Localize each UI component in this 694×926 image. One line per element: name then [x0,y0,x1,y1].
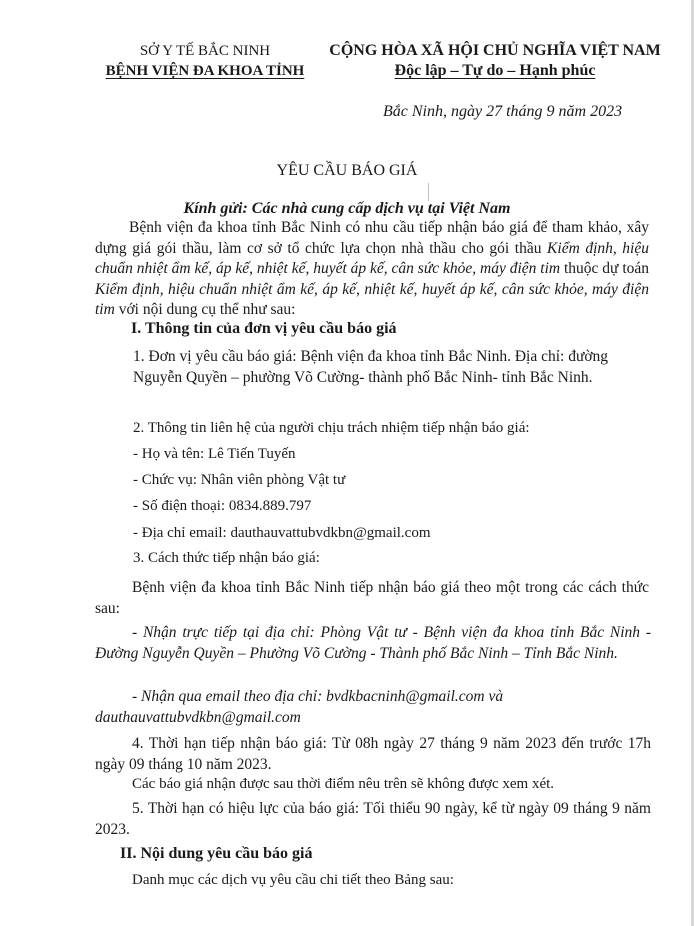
recipient-line: Kính gửi: Các nhà cung cấp dịch vụ tại Việt Nam [183,200,511,217]
intro-estimate-name: Kiểm định, hiệu chuẩn nhiệt ẩm kế, áp kế, nhiệt kế, huyết áp kế, cân sức khỏe, máy điện tim [95,280,649,318]
header-left-line2: BỆNH VIỆN ĐA KHOA TỈNH [105,63,305,79]
section1-heading: I. Thông tin của đơn vị yêu cầu báo giá [131,320,397,337]
contact-role: - Chức vụ: Nhân viên phòng Vật tư [133,472,346,488]
section2-heading: II. Nội dung yêu cầu báo giá [120,845,313,862]
receive-method-direct: - Nhận trực tiếp tại địa chỉ: Phòng Vật tư - Bệnh viện đa khoa tỉnh Bắc Ninh - Đường Nguyễn Quyền – Phường Võ Cường - Thành phố Bắc Ninh – Tỉnh Bắc Ninh. [95,624,651,662]
contact-email: - Địa chỉ email: dauthauvattubvdkbn@gmail.com [133,525,431,541]
section1-item1: 1. Đơn vị yêu cầu báo giá: Bệnh viện đa khoa tỉnh Bắc Ninh. Địa chỉ: đường Nguyễn Quyền – phường Võ Cường- thành phố Bắc Ninh- tỉnh Bắc Ninh. [133,348,609,386]
intro-paragraph [95,218,649,321]
header-right-line1: CỘNG HÒA XÃ HỘI CHỦ NGHĨA VIỆT NAM [329,42,661,59]
contact-phone: - Số điện thoại: 0834.889.797 [133,498,312,514]
section1-item3-desc: Bệnh viện đa khoa tỉnh Bắc Ninh tiếp nhận báo giá theo một trong các cách thức sau: [95,579,649,617]
intro-text-2: thuộc dự toán [560,260,650,277]
section1-item4-note: Các báo giá nhận được sau thời điểm nêu trên sẽ không được xem xét. [132,776,555,792]
section1-item5: 5. Thời hạn có hiệu lực của báo giá: Tối thiểu 90 ngày, kể từ ngày 09 tháng 9 năm 2023. [95,800,651,838]
receive-method-email: - Nhận qua email theo địa chỉ: bvdkbacninh@gmail.com và dauthauvattubvdkbn@gmail.com [95,688,504,726]
header-right-line2: Độc lập – Tự do – Hạnh phúc [394,62,596,79]
intro-text-3: với nội dung cụ thể như sau: [114,301,296,318]
intro-text-1: Bệnh viện đa khoa tỉnh Bắc Ninh có nhu cầu tiếp nhận báo giá để tham khảo, xây dựng giá gói thầu, làm cơ sở tổ chức lựa chọn nhà thầu cho gói thầu [95,219,649,257]
scan-mark [428,183,429,201]
intro-package-name: Kiểm định, hiệu chuẩn nhiệt ẩm kế, áp kế, nhiệt kế, huyết áp kế, cân sức khỏe, máy điện tim [95,239,649,277]
section1-item2: 2. Thông tin liên hệ của người chịu trách nhiệm tiếp nhận báo giá: [133,420,530,436]
date-line: Bắc Ninh, ngày 27 tháng 9 năm 2023 [383,103,623,120]
section2-desc: Danh mục các dịch vụ yêu cầu chi tiết theo Bảng sau: [132,872,454,888]
contact-name: - Họ và tên: Lê Tiến Tuyến [133,446,296,462]
header-left-line1: SỞ Y TẾ BẮC NINH [139,43,271,59]
document-title: YÊU CẦU BÁO GIÁ [276,162,418,179]
section1-item3: 3. Cách thức tiếp nhận báo giá: [133,550,320,566]
section1-item4: 4. Thời hạn tiếp nhận báo giá: Từ 08h ngày 27 tháng 9 năm 2023 đến trước 17h ngày 09 tháng 10 năm 2023. [95,735,651,773]
